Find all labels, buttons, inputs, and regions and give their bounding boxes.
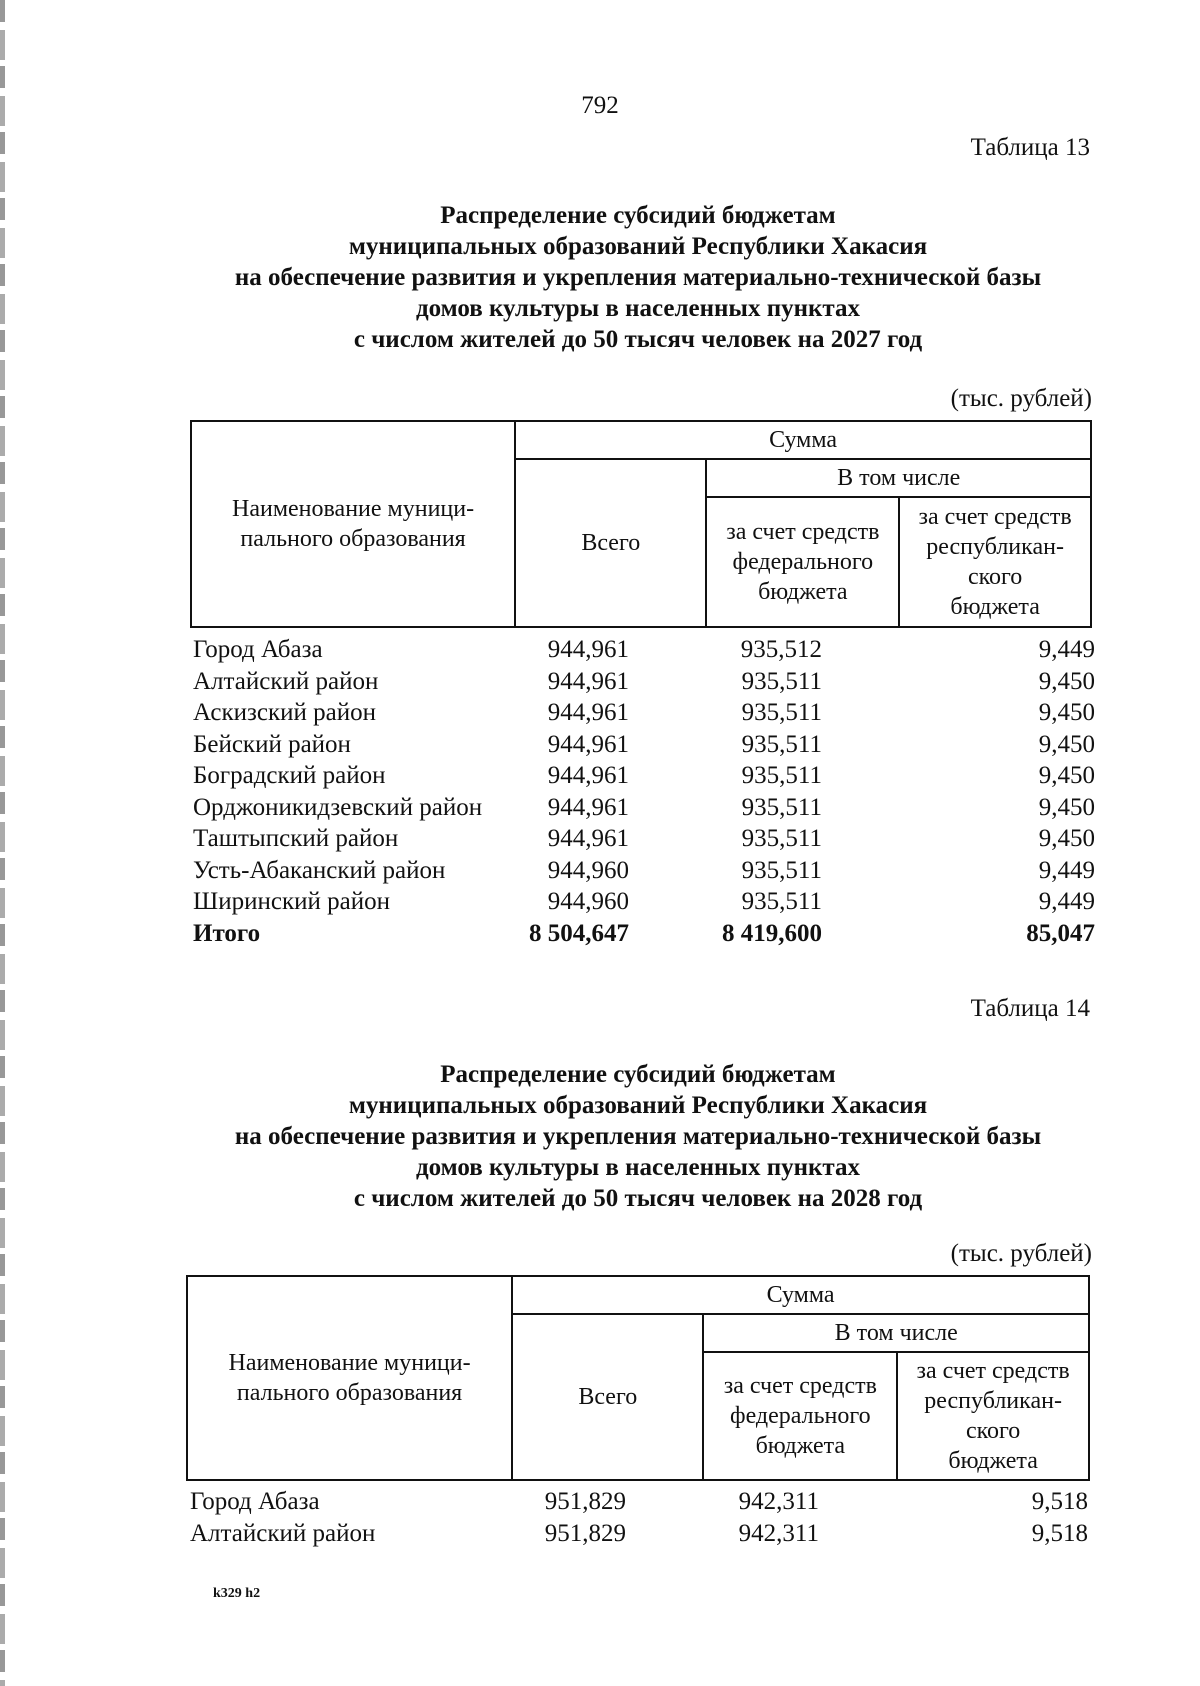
row-total: 944,961	[547, 667, 629, 695]
row-federal: 8 419,600	[722, 919, 822, 947]
row-republic: 9,449	[1038, 888, 1095, 915]
row-total: 951,829	[544, 1488, 626, 1515]
header-line: за счет средств	[726, 519, 880, 545]
row-republic: 9,450	[1038, 667, 1095, 695]
title-line: муниципальных образований Республики Хакасия	[348, 233, 928, 260]
row-federal: 935,511	[741, 888, 822, 915]
total-row	[193, 920, 1095, 952]
row-total: 944,960	[547, 888, 629, 915]
title-line: Распределение субсидий бюджетам	[440, 202, 836, 229]
table-13-body	[193, 636, 1095, 951]
row-total: 944,961	[547, 636, 629, 663]
row-republic: 9,450	[1038, 699, 1095, 726]
row-name: Усть-Абаканский район	[193, 856, 446, 884]
row-total: 951,829	[544, 1519, 626, 1547]
row-federal: 935,511	[741, 825, 822, 852]
header-line: за счет средств	[918, 504, 1072, 530]
row-total: 944,961	[547, 730, 629, 758]
row-federal: 935,511	[741, 699, 822, 726]
header-federal	[703, 1352, 897, 1480]
row-republic: 9,450	[1038, 762, 1095, 789]
header-line: федерального	[732, 549, 874, 575]
header-line: за счет средств	[723, 1373, 877, 1399]
table-row	[193, 825, 1095, 857]
row-federal: 935,511	[741, 856, 822, 884]
header-name	[191, 421, 515, 627]
page-number: 792	[581, 92, 619, 119]
header-line: за счет средств	[916, 1358, 1070, 1384]
row-name: Алтайский район	[193, 667, 379, 695]
row-name: Боградский район	[193, 762, 386, 789]
header-federal	[706, 497, 899, 627]
header-republic	[897, 1352, 1089, 1480]
row-total: 944,961	[547, 825, 629, 852]
header-including: В том числе	[706, 459, 1091, 497]
row-name: Город Абаза	[193, 636, 323, 663]
row-federal: 935,511	[741, 793, 822, 821]
row-republic: 9,518	[1031, 1488, 1088, 1515]
row-name: Итого	[193, 919, 261, 947]
row-federal: 942,311	[738, 1488, 819, 1515]
header-republic	[899, 497, 1091, 627]
table-row	[193, 636, 1095, 668]
header-total: Всего	[515, 459, 706, 627]
row-total: 944,961	[547, 762, 629, 789]
table-14-title	[0, 1059, 1200, 1214]
row-republic: 9,449	[1038, 856, 1095, 884]
row-federal: 935,511	[741, 730, 822, 758]
row-name: Город Абаза	[190, 1488, 320, 1515]
row-name: Таштыпский район	[193, 825, 399, 852]
table-row	[193, 888, 1095, 920]
row-name: Аскизский район	[193, 699, 377, 726]
header-line: бюджета	[950, 594, 1040, 620]
row-name: Алтайский район	[190, 1519, 376, 1547]
header-sum: Сумма	[515, 421, 1091, 459]
row-total: 8 504,647	[529, 919, 629, 947]
table-row	[193, 699, 1095, 731]
row-republic: 85,047	[1026, 919, 1095, 947]
table-14-label: Таблица 14	[970, 995, 1090, 1022]
title-line: с числом жителей до 50 тысяч человек на 2027 год	[353, 326, 923, 353]
row-republic: 9,450	[1038, 825, 1095, 852]
header-line: ского	[965, 1418, 1021, 1444]
header-total: Всего	[512, 1314, 703, 1480]
title-line: на обеспечение развития и укрепления материально-технической базы	[234, 264, 1042, 291]
table-row	[190, 1520, 1092, 1552]
row-federal: 935,511	[741, 667, 822, 695]
table-14-unit: (тыс. рублей)	[950, 1240, 1092, 1267]
row-federal: 942,311	[738, 1519, 819, 1547]
table-13-title	[0, 200, 1200, 355]
title-line: муниципальных образований Республики Хакасия	[348, 1092, 928, 1119]
title-line: Распределение субсидий бюджетам	[440, 1061, 836, 1088]
row-total: 944,960	[547, 856, 629, 884]
row-total: 944,961	[547, 699, 629, 726]
header-name-line: пального образования	[240, 526, 466, 552]
row-total: 944,961	[547, 793, 629, 821]
table-14-header	[186, 1275, 1090, 1481]
footer-code: k329 h2	[213, 1586, 261, 1601]
header-including: В том числе	[703, 1314, 1089, 1352]
row-republic: 9,449	[1038, 636, 1095, 663]
table-row	[193, 857, 1095, 889]
title-line: домов культуры в населенных пунктах	[416, 295, 860, 322]
row-republic: 9,518	[1031, 1519, 1088, 1547]
header-line: бюджета	[948, 1448, 1038, 1474]
table-row	[190, 1488, 1092, 1520]
table-13-unit: (тыс. рублей)	[950, 385, 1092, 412]
header-line: бюджета	[758, 579, 848, 605]
row-name: Ширинский район	[193, 888, 390, 915]
table-13-label: Таблица 13	[970, 134, 1090, 161]
table-row	[193, 794, 1095, 826]
row-republic: 9,450	[1038, 793, 1095, 821]
header-line: республикан-	[924, 1388, 1062, 1414]
header-line: бюджета	[755, 1433, 846, 1459]
title-line: с числом жителей до 50 тысяч человек на 2028 год	[353, 1185, 923, 1212]
table-row	[193, 762, 1095, 794]
header-name-line: пального образования	[236, 1380, 463, 1406]
row-name: Орджоникидзевский район	[193, 793, 483, 821]
title-line: домов культуры в населенных пунктах	[416, 1154, 860, 1181]
table-row	[193, 731, 1095, 763]
header-name	[187, 1276, 512, 1480]
header-name-line: Наименование муници-	[228, 1350, 471, 1376]
row-republic: 9,450	[1038, 730, 1095, 758]
row-federal: 935,512	[740, 636, 822, 663]
header-name-line: Наименование муници-	[232, 496, 475, 522]
header-line: республикан-	[926, 534, 1064, 560]
table-14-body	[190, 1488, 1092, 1551]
header-line: федерального	[730, 1403, 871, 1429]
row-federal: 935,511	[741, 762, 822, 789]
title-line: на обеспечение развития и укрепления материально-технической базы	[234, 1123, 1042, 1150]
header-sum: Сумма	[512, 1276, 1089, 1314]
header-line: ского	[967, 564, 1023, 590]
table-row	[193, 668, 1095, 700]
row-name: Бейский район	[193, 730, 351, 758]
table-13-header	[190, 420, 1092, 628]
